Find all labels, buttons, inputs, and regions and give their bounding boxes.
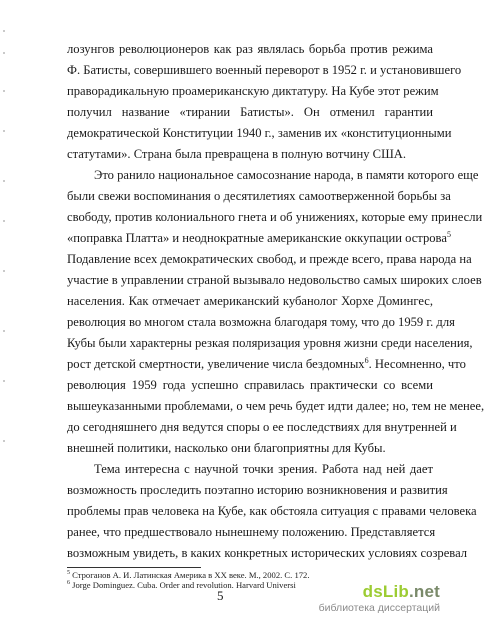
text-line: вышеуказанными проблемами, о чем речь будет идти далее; но, тем не менее,: [67, 399, 484, 413]
text-line: статутами». Страна была превращена в полную вотчину США.: [67, 147, 407, 161]
footnote-separator: [67, 567, 201, 568]
footnote-ref: 5: [446, 229, 451, 239]
site-watermark[interactable]: [300, 582, 440, 616]
text-line: ранее, что предшествовало нынешнему положению. Представляется: [67, 525, 436, 539]
text-line: до сегодняшнего дня ведутся споры о ее последствиях для внутренней и: [67, 420, 457, 434]
footnote: [67, 570, 310, 580]
watermark-brand: dsLib: [362, 582, 409, 601]
footnote-mark: 6: [67, 580, 70, 587]
text-fragment: рост детской смертности, увеличение числа бездомных: [67, 357, 365, 371]
text-line: Это ранило национальное самосознание народа, в памяти которого еще: [94, 168, 479, 182]
text-line: были свежи воспоминания о десятилетиях самоотверженной борьбы за: [67, 189, 451, 203]
watermark-logo: [363, 582, 440, 602]
footnote-text: Строганов А. И. Латинская Америка в XX веке. М., 2002. С. 172.: [72, 570, 310, 580]
watermark-tagline: библиотека диссертаций: [318, 602, 440, 614]
footnote-mark: 5: [67, 570, 70, 577]
footnote: [67, 580, 296, 590]
text-line: проблемы прав человека на Кубе, как обстояла ситуация с правами человека: [67, 504, 477, 518]
footnote-text: Jorge Dominguez. Cuba. Order and revolution. Harvard Universi: [72, 580, 296, 590]
text-line: возможность проследить поэтапно историю возникновения и развития: [67, 483, 448, 497]
watermark-domain: .net: [408, 582, 440, 601]
text-line: возможным увидеть, в каких конкретных исторических условиях созревал: [67, 546, 468, 560]
text-line: демократической Конституции 1940 г., заменив их «конституционными: [67, 126, 452, 140]
text-fragment: «поправка Платта» и неоднократные американские оккупации острова: [67, 231, 447, 245]
scan-margin-marks: [3, 30, 9, 470]
text-line: Подавление всех демократических свобод, и прежде всего, права народа на: [67, 252, 472, 266]
text-line: участие в управлении страной вызывало недовольство самых широких слоев: [67, 273, 482, 287]
text-line: Ф. Батисты, совершившего военный переворот в 1952 г. и установившего: [67, 63, 462, 77]
text-line: Тема интересна с научной точки зрения. Работа над ней дает: [94, 462, 433, 476]
text-line: населения. Как отмечает американский кубанолог Хорхе Домингес,: [67, 294, 433, 308]
text-line: революция во многом стала возможна благодаря тому, что до 1959 г. для: [67, 315, 455, 329]
text-line: получил название «тирании Батисты». Он отменил гарантии: [67, 105, 433, 119]
footnote-ref: 6: [364, 355, 369, 365]
text-line: праворадикальную проамериканскую диктатуру. На Кубе этот режим: [67, 84, 439, 98]
page-number: 5: [217, 588, 224, 603]
text-line: [67, 229, 451, 246]
text-line: [67, 355, 466, 372]
text-line: внешней политики, насколько они благоприятны для Кубы.: [67, 441, 386, 455]
text-line: Кубы были характерны резкая поляризация уровня жизни среди населения,: [67, 336, 473, 350]
text-line: революция 1959 года успешно справилась практически со всеми: [67, 378, 433, 392]
text-line: лозунгов революционеров как раз являлась борьба против режима: [67, 42, 433, 56]
text-fragment: . Несомненно, что: [368, 357, 466, 371]
text-line: свободу, против колониального гнета и об унижениях, которые ему принесли: [67, 210, 483, 224]
